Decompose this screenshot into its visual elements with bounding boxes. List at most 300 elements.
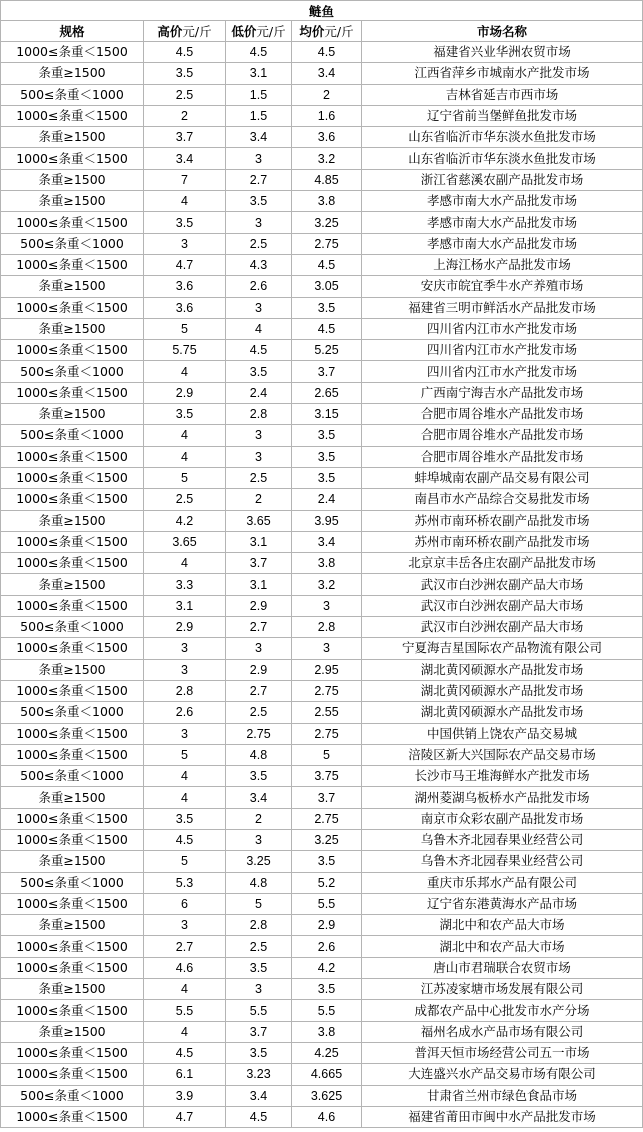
cell-market: 合肥市周谷堆水产品批发市场 [362, 425, 643, 446]
cell-high-price: 3 [144, 915, 226, 936]
cell-high-price: 5.75 [144, 340, 226, 361]
cell-high-price: 4 [144, 191, 226, 212]
cell-low-price: 2.8 [226, 404, 292, 425]
cell-low-price: 2.7 [226, 680, 292, 701]
cell-spec: 500≤条重＜1000 [1, 361, 144, 382]
cell-market: 北京京丰岳各庄农副产品批发市场 [362, 553, 643, 574]
cell-spec: 条重≥1500 [1, 169, 144, 190]
cell-high-price: 5 [144, 467, 226, 488]
cell-market: 唐山市君瑞联合农贸市场 [362, 957, 643, 978]
cell-market: 甘肃省兰州市绿色食品市场 [362, 1085, 643, 1106]
cell-avg-price: 3.25 [292, 829, 362, 850]
cell-avg-price: 2.75 [292, 233, 362, 254]
cell-avg-price: 3.5 [292, 297, 362, 318]
cell-high-price: 6.1 [144, 1064, 226, 1085]
table-row [1, 318, 643, 339]
cell-high-price: 3.7 [144, 127, 226, 148]
cell-spec: 1000≤条重＜1500 [1, 212, 144, 233]
cell-avg-price: 3.2 [292, 574, 362, 595]
cell-spec: 1000≤条重＜1500 [1, 808, 144, 829]
cell-spec: 1000≤条重＜1500 [1, 829, 144, 850]
cell-high-price: 4.6 [144, 957, 226, 978]
cell-low-price: 4.5 [226, 1106, 292, 1127]
cell-low-price: 4 [226, 318, 292, 339]
cell-avg-price: 2.75 [292, 723, 362, 744]
cell-avg-price: 3.5 [292, 446, 362, 467]
cell-high-price: 2 [144, 105, 226, 126]
cell-high-price: 4 [144, 787, 226, 808]
header-low-price [226, 21, 292, 42]
cell-avg-price: 3.25 [292, 212, 362, 233]
cell-market: 辽宁省东港黄海水产品市场 [362, 893, 643, 914]
cell-high-price: 4.5 [144, 42, 226, 63]
cell-avg-price: 2.4 [292, 489, 362, 510]
cell-market: 苏州市南环桥农副产品批发市场 [362, 531, 643, 552]
cell-high-price: 3 [144, 723, 226, 744]
cell-low-price: 1.5 [226, 84, 292, 105]
cell-market: 孝感市南大水产品批发市场 [362, 233, 643, 254]
cell-high-price: 4.7 [144, 254, 226, 275]
cell-high-price: 4.5 [144, 829, 226, 850]
cell-spec: 条重≥1500 [1, 1021, 144, 1042]
cell-market: 湖州菱湖乌板桥水产品批发市场 [362, 787, 643, 808]
cell-market: 福建省三明市鲜活水产品批发市场 [362, 297, 643, 318]
cell-avg-price: 2 [292, 84, 362, 105]
table-row [1, 84, 643, 105]
cell-high-price: 4 [144, 766, 226, 787]
table-row [1, 702, 643, 723]
header-low-label: 低价 [231, 24, 257, 39]
cell-market: 苏州市南环桥农副产品批发市场 [362, 510, 643, 531]
table-body [1, 42, 643, 1128]
cell-low-price: 3.5 [226, 361, 292, 382]
cell-avg-price: 3.2 [292, 148, 362, 169]
table-row [1, 404, 643, 425]
cell-avg-price: 4.6 [292, 1106, 362, 1127]
table-row [1, 638, 643, 659]
table-row [1, 212, 643, 233]
header-low-unit: 元/斤 [256, 24, 286, 39]
cell-spec: 1000≤条重＜1500 [1, 531, 144, 552]
cell-market: 乌鲁木齐北园春果业经营公司 [362, 829, 643, 850]
cell-high-price: 4 [144, 361, 226, 382]
cell-high-price: 3.5 [144, 63, 226, 84]
table-row [1, 1106, 643, 1127]
cell-low-price: 2.5 [226, 936, 292, 957]
cell-spec: 1000≤条重＜1500 [1, 744, 144, 765]
table-row [1, 63, 643, 84]
cell-spec: 1000≤条重＜1500 [1, 1106, 144, 1127]
table-title-row [1, 1, 643, 21]
cell-high-price: 2.6 [144, 702, 226, 723]
table-row [1, 340, 643, 361]
table-row [1, 979, 643, 1000]
table-row [1, 1085, 643, 1106]
cell-low-price: 3 [226, 212, 292, 233]
cell-spec: 1000≤条重＜1500 [1, 595, 144, 616]
cell-low-price: 3.1 [226, 574, 292, 595]
cell-low-price: 5.5 [226, 1000, 292, 1021]
cell-avg-price: 2.75 [292, 680, 362, 701]
cell-low-price: 4.8 [226, 744, 292, 765]
cell-low-price: 2 [226, 489, 292, 510]
cell-high-price: 2.5 [144, 489, 226, 510]
table-row [1, 787, 643, 808]
cell-spec: 500≤条重＜1000 [1, 766, 144, 787]
cell-spec: 1000≤条重＜1500 [1, 680, 144, 701]
cell-low-price: 3.1 [226, 63, 292, 84]
cell-avg-price: 3.7 [292, 361, 362, 382]
cell-market: 合肥市周谷堆水产品批发市场 [362, 446, 643, 467]
cell-low-price: 2.6 [226, 276, 292, 297]
cell-avg-price: 5.2 [292, 872, 362, 893]
table-row [1, 169, 643, 190]
cell-high-price: 5 [144, 744, 226, 765]
cell-high-price: 2.7 [144, 936, 226, 957]
cell-high-price: 4 [144, 425, 226, 446]
cell-low-price: 3.23 [226, 1064, 292, 1085]
table-row [1, 382, 643, 403]
table-row [1, 489, 643, 510]
cell-spec: 1000≤条重＜1500 [1, 723, 144, 744]
cell-avg-price: 4.5 [292, 254, 362, 275]
cell-low-price: 3 [226, 148, 292, 169]
table-row [1, 915, 643, 936]
cell-low-price: 3.5 [226, 957, 292, 978]
cell-low-price: 3.25 [226, 851, 292, 872]
cell-high-price: 3.3 [144, 574, 226, 595]
cell-low-price: 4.5 [226, 340, 292, 361]
cell-spec: 1000≤条重＜1500 [1, 446, 144, 467]
cell-market: 重庆市乐邦水产品有限公司 [362, 872, 643, 893]
cell-spec: 条重≥1500 [1, 276, 144, 297]
table-row [1, 851, 643, 872]
table-row [1, 361, 643, 382]
cell-low-price: 5 [226, 893, 292, 914]
cell-low-price: 4.8 [226, 872, 292, 893]
cell-market: 江西省萍乡市城南水产批发市场 [362, 63, 643, 84]
cell-market: 南昌市水产品综合交易批发市场 [362, 489, 643, 510]
cell-low-price: 2.8 [226, 915, 292, 936]
cell-avg-price: 5.5 [292, 1000, 362, 1021]
header-avg-price [292, 21, 362, 42]
cell-high-price: 4 [144, 553, 226, 574]
table-row [1, 1000, 643, 1021]
cell-market: 长沙市马王堆海鲜水产批发市场 [362, 766, 643, 787]
cell-market: 山东省临沂市华东淡水鱼批发市场 [362, 127, 643, 148]
cell-high-price: 4 [144, 1021, 226, 1042]
cell-low-price: 4.3 [226, 254, 292, 275]
cell-high-price: 3 [144, 233, 226, 254]
table-row [1, 127, 643, 148]
cell-low-price: 3.5 [226, 191, 292, 212]
cell-spec: 1000≤条重＜1500 [1, 489, 144, 510]
cell-spec: 条重≥1500 [1, 191, 144, 212]
cell-avg-price: 3.5 [292, 425, 362, 446]
cell-avg-price: 1.6 [292, 105, 362, 126]
cell-market: 上海江杨水产品批发市场 [362, 254, 643, 275]
cell-low-price: 3.4 [226, 1085, 292, 1106]
cell-market: 浙江省慈溪农副产品批发市场 [362, 169, 643, 190]
cell-spec: 条重≥1500 [1, 574, 144, 595]
header-high-label: 高价 [157, 24, 183, 39]
cell-spec: 500≤条重＜1000 [1, 872, 144, 893]
cell-avg-price: 4.85 [292, 169, 362, 190]
table-row [1, 1042, 643, 1063]
cell-avg-price: 2.6 [292, 936, 362, 957]
cell-avg-price: 2.8 [292, 617, 362, 638]
cell-avg-price: 5 [292, 744, 362, 765]
cell-avg-price: 3.7 [292, 787, 362, 808]
cell-spec: 500≤条重＜1000 [1, 84, 144, 105]
cell-high-price: 5 [144, 318, 226, 339]
cell-avg-price: 3.5 [292, 979, 362, 1000]
cell-high-price: 5 [144, 851, 226, 872]
cell-spec: 1000≤条重＜1500 [1, 105, 144, 126]
cell-low-price: 3.7 [226, 1021, 292, 1042]
cell-low-price: 3 [226, 425, 292, 446]
cell-low-price: 2.9 [226, 595, 292, 616]
cell-avg-price: 3 [292, 595, 362, 616]
cell-low-price: 3 [226, 446, 292, 467]
cell-high-price: 2.5 [144, 84, 226, 105]
cell-spec: 1000≤条重＜1500 [1, 936, 144, 957]
cell-market: 辽宁省前当堡鲜鱼批发市场 [362, 105, 643, 126]
cell-low-price: 3 [226, 297, 292, 318]
cell-low-price: 2.9 [226, 659, 292, 680]
cell-avg-price: 3.5 [292, 851, 362, 872]
cell-market: 安庆市皖宜季牛水产养殖市场 [362, 276, 643, 297]
cell-avg-price: 2.75 [292, 808, 362, 829]
cell-market: 江苏凌家塘市场发展有限公司 [362, 979, 643, 1000]
cell-avg-price: 2.9 [292, 915, 362, 936]
cell-spec: 条重≥1500 [1, 510, 144, 531]
cell-avg-price: 2.55 [292, 702, 362, 723]
table-row [1, 148, 643, 169]
table-row [1, 574, 643, 595]
table-row [1, 936, 643, 957]
cell-avg-price: 3.8 [292, 553, 362, 574]
cell-market: 孝感市南大水产品批发市场 [362, 191, 643, 212]
table-row [1, 1021, 643, 1042]
cell-high-price: 2.9 [144, 617, 226, 638]
cell-spec: 1000≤条重＜1500 [1, 1000, 144, 1021]
cell-avg-price: 3.15 [292, 404, 362, 425]
table-row [1, 1064, 643, 1085]
table-row [1, 595, 643, 616]
table-row [1, 766, 643, 787]
cell-spec: 500≤条重＜1000 [1, 233, 144, 254]
cell-spec: 1000≤条重＜1500 [1, 1042, 144, 1063]
cell-low-price: 3.4 [226, 787, 292, 808]
cell-spec: 条重≥1500 [1, 404, 144, 425]
cell-market: 普洱天恒市场经营公司五一市场 [362, 1042, 643, 1063]
cell-avg-price: 4.25 [292, 1042, 362, 1063]
header-high-price [144, 21, 226, 42]
cell-spec: 条重≥1500 [1, 127, 144, 148]
table-row [1, 425, 643, 446]
cell-high-price: 4.5 [144, 1042, 226, 1063]
cell-spec: 1000≤条重＜1500 [1, 42, 144, 63]
cell-low-price: 2.4 [226, 382, 292, 403]
cell-high-price: 7 [144, 169, 226, 190]
cell-low-price: 2.5 [226, 467, 292, 488]
cell-spec: 条重≥1500 [1, 979, 144, 1000]
cell-market: 湖北中和农产品大市场 [362, 915, 643, 936]
cell-high-price: 4.2 [144, 510, 226, 531]
cell-avg-price: 2.65 [292, 382, 362, 403]
cell-avg-price: 4.5 [292, 318, 362, 339]
cell-market: 大连盛兴水产品交易市场有限公司 [362, 1064, 643, 1085]
table-row [1, 510, 643, 531]
cell-high-price: 3 [144, 638, 226, 659]
cell-spec: 1000≤条重＜1500 [1, 340, 144, 361]
cell-spec: 1000≤条重＜1500 [1, 553, 144, 574]
cell-market: 孝感市南大水产品批发市场 [362, 212, 643, 233]
cell-market: 山东省临沂市华东淡水鱼批发市场 [362, 148, 643, 169]
cell-market: 福建省莆田市闽中水产品批发市场 [362, 1106, 643, 1127]
cell-spec: 1000≤条重＜1500 [1, 148, 144, 169]
cell-high-price: 2.8 [144, 680, 226, 701]
cell-avg-price: 3.625 [292, 1085, 362, 1106]
cell-high-price: 3.65 [144, 531, 226, 552]
cell-high-price: 3.5 [144, 404, 226, 425]
cell-high-price: 3.5 [144, 212, 226, 233]
cell-market: 吉林省延吉市西市场 [362, 84, 643, 105]
cell-market: 武汉市白沙洲农副产品大市场 [362, 617, 643, 638]
cell-low-price: 3 [226, 979, 292, 1000]
cell-spec: 条重≥1500 [1, 787, 144, 808]
cell-market: 合肥市周谷堆水产品批发市场 [362, 404, 643, 425]
cell-market: 广西南宁海吉水产品批发市场 [362, 382, 643, 403]
cell-avg-price: 3.05 [292, 276, 362, 297]
cell-high-price: 3.6 [144, 297, 226, 318]
cell-market: 蚌埠城南农副产品交易有限公司 [362, 467, 643, 488]
cell-market: 湖北中和农产品大市场 [362, 936, 643, 957]
table-row [1, 829, 643, 850]
table-header-row [1, 21, 643, 42]
cell-spec: 1000≤条重＜1500 [1, 638, 144, 659]
cell-high-price: 3.1 [144, 595, 226, 616]
cell-market: 武汉市白沙洲农副产品大市场 [362, 574, 643, 595]
table-row [1, 254, 643, 275]
cell-avg-price: 3 [292, 638, 362, 659]
cell-market: 福建省兴业华洲农贸市场 [362, 42, 643, 63]
cell-spec: 1000≤条重＜1500 [1, 957, 144, 978]
cell-avg-price: 4.2 [292, 957, 362, 978]
cell-avg-price: 3.8 [292, 191, 362, 212]
cell-avg-price: 5.25 [292, 340, 362, 361]
table-row [1, 744, 643, 765]
table-row [1, 872, 643, 893]
cell-low-price: 3 [226, 638, 292, 659]
cell-avg-price: 2.95 [292, 659, 362, 680]
cell-avg-price: 4.665 [292, 1064, 362, 1085]
header-market: 市场名称 [362, 21, 643, 42]
table-title: 鲢鱼 [1, 1, 643, 21]
table-row [1, 531, 643, 552]
table-row [1, 617, 643, 638]
table-row [1, 276, 643, 297]
cell-spec: 条重≥1500 [1, 63, 144, 84]
cell-market: 乌鲁木齐北园春果业经营公司 [362, 851, 643, 872]
cell-spec: 1000≤条重＜1500 [1, 382, 144, 403]
table-row [1, 467, 643, 488]
cell-avg-price: 3.5 [292, 467, 362, 488]
cell-avg-price: 3.8 [292, 1021, 362, 1042]
cell-low-price: 1.5 [226, 105, 292, 126]
table-row [1, 105, 643, 126]
header-avg-label: 均价 [299, 24, 325, 39]
cell-high-price: 4.7 [144, 1106, 226, 1127]
cell-low-price: 4.5 [226, 42, 292, 63]
table-row [1, 553, 643, 574]
cell-market: 福州名成水产品市场有限公司 [362, 1021, 643, 1042]
header-high-unit: 元/斤 [182, 24, 212, 39]
cell-low-price: 2.5 [226, 702, 292, 723]
cell-avg-price: 3.4 [292, 63, 362, 84]
cell-market: 湖北黄冈硕源水产品批发市场 [362, 680, 643, 701]
cell-market: 四川省内江市水产批发市场 [362, 340, 643, 361]
table-row [1, 42, 643, 63]
cell-low-price: 3 [226, 829, 292, 850]
cell-low-price: 2.5 [226, 233, 292, 254]
table-row [1, 723, 643, 744]
cell-avg-price: 5.5 [292, 893, 362, 914]
table-row [1, 659, 643, 680]
cell-low-price: 3.1 [226, 531, 292, 552]
cell-high-price: 6 [144, 893, 226, 914]
cell-spec: 1000≤条重＜1500 [1, 297, 144, 318]
cell-market: 湖北黄冈硕源水产品批发市场 [362, 659, 643, 680]
cell-spec: 条重≥1500 [1, 659, 144, 680]
cell-avg-price: 3.75 [292, 766, 362, 787]
cell-market: 成都农产品中心批发市水产分场 [362, 1000, 643, 1021]
cell-spec: 1000≤条重＜1500 [1, 893, 144, 914]
cell-high-price: 3.5 [144, 808, 226, 829]
cell-market: 武汉市白沙洲农副产品大市场 [362, 595, 643, 616]
cell-market: 中国供销上饶农产品交易城 [362, 723, 643, 744]
cell-avg-price: 3.4 [292, 531, 362, 552]
cell-low-price: 3.5 [226, 1042, 292, 1063]
cell-high-price: 4 [144, 979, 226, 1000]
cell-spec: 1000≤条重＜1500 [1, 467, 144, 488]
cell-market: 四川省内江市水产批发市场 [362, 318, 643, 339]
cell-low-price: 2.75 [226, 723, 292, 744]
cell-high-price: 3.6 [144, 276, 226, 297]
cell-low-price: 3.65 [226, 510, 292, 531]
cell-low-price: 3.5 [226, 766, 292, 787]
cell-market: 宁夏海吉星国际农产品物流有限公司 [362, 638, 643, 659]
cell-low-price: 3.4 [226, 127, 292, 148]
cell-spec: 1000≤条重＜1500 [1, 1064, 144, 1085]
cell-spec: 500≤条重＜1000 [1, 1085, 144, 1106]
table-row [1, 233, 643, 254]
cell-low-price: 3.7 [226, 553, 292, 574]
cell-avg-price: 4.5 [292, 42, 362, 63]
cell-spec: 500≤条重＜1000 [1, 702, 144, 723]
cell-spec: 500≤条重＜1000 [1, 425, 144, 446]
cell-market: 湖北黄冈硕源水产品批发市场 [362, 702, 643, 723]
cell-avg-price: 3.6 [292, 127, 362, 148]
cell-high-price: 2.9 [144, 382, 226, 403]
table-row [1, 680, 643, 701]
cell-high-price: 3.9 [144, 1085, 226, 1106]
table-row [1, 191, 643, 212]
cell-high-price: 5.5 [144, 1000, 226, 1021]
header-avg-unit: 元/斤 [324, 24, 354, 39]
cell-high-price: 5.3 [144, 872, 226, 893]
